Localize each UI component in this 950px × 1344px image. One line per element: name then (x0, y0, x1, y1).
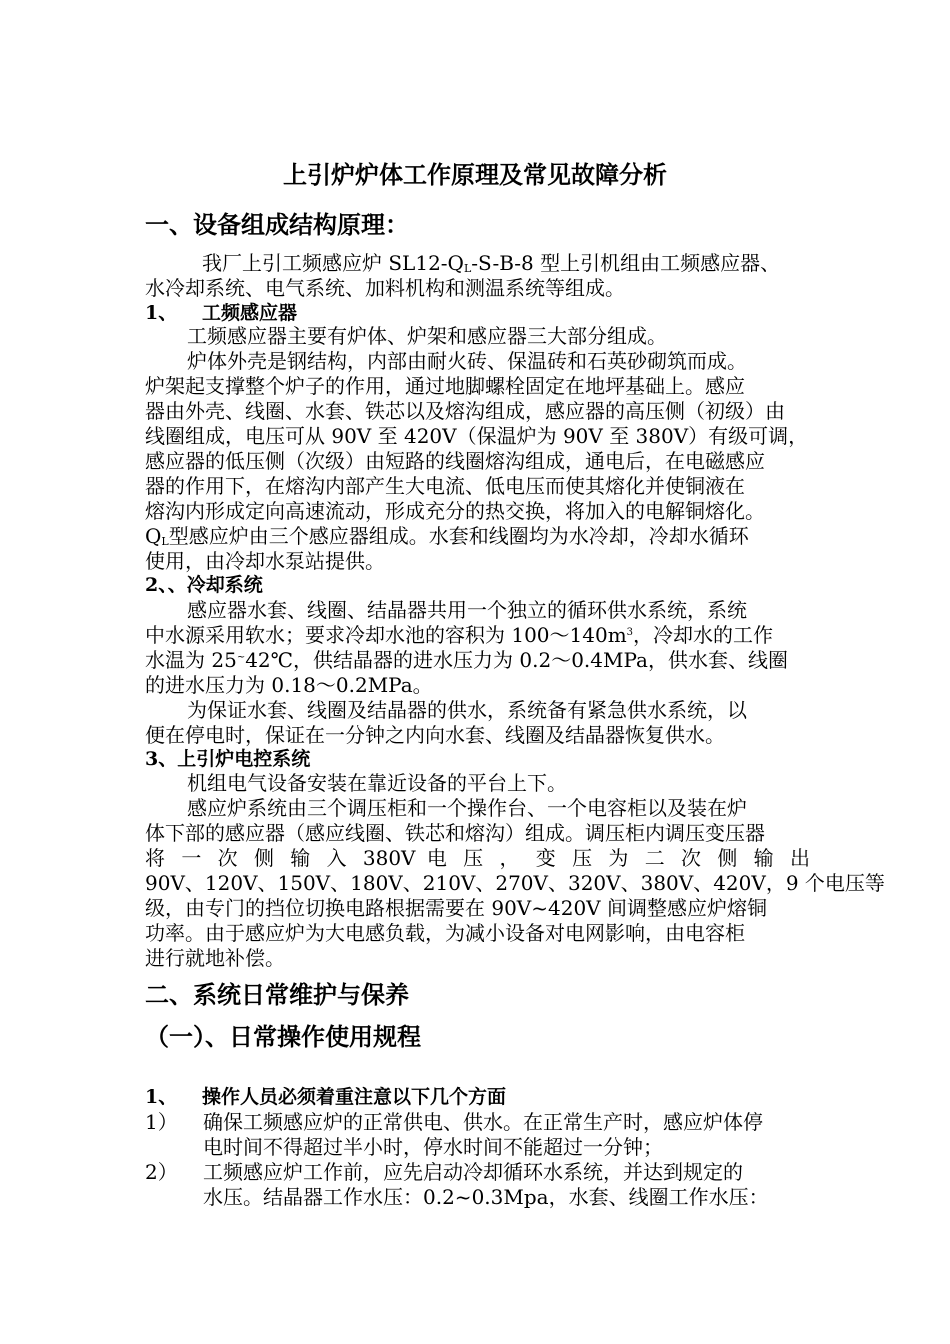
paragraph-line: 使用，由冷却水泵站提供。 (145, 549, 385, 573)
paragraph-line: 的进水压力为 0.18～0.2MPa。 (145, 673, 433, 697)
paragraph-line: 便在停电时，保证在一分钟之内向水套、线圈及结晶器恢复供水。 (145, 723, 725, 747)
paragraph-line: 器的作用下，在熔沟内部产生大电流、低电压而使其熔化并使铜液在 (145, 474, 745, 498)
intro-line-2: 水冷却系统、电气系统、加料机构和测温系统等组成。 (145, 276, 625, 300)
paragraph-line: 炉体外壳是钢结构，内部由耐火砖、保温砖和石英砂砌筑而成。 (187, 349, 747, 373)
paragraph-line: 器由外壳、线圈、水套、铁芯以及熔沟组成，感应器的高压侧（初级）由 (145, 399, 785, 423)
section-heading-1: 一、设备组成结构原理： (145, 210, 409, 239)
paragraph-line: $Q_L$型感应炉由三个感应器组成。水套和线圈均为水冷却，冷却水循环 (145, 524, 749, 548)
paragraph-line: 感应器水套、线圈、结晶器共用一个独立的循环供水系统，系统 (187, 598, 747, 622)
list-item-line: 水压。结晶器工作水压：0.2~0.3Mpa，水套、线圈工作水压： (203, 1185, 769, 1209)
paragraph-line: 机组电气设备安装在靠近设备的平台上下。 (187, 771, 567, 795)
document-title: 上引炉炉体工作原理及常见故障分析 (283, 160, 667, 189)
paragraph-line: 感应炉系统由三个调压柜和一个操作台、一个电容柜以及装在炉 (187, 796, 747, 820)
item-heading-1: 1、 操作人员必须着重注意以下几个方面 (145, 1086, 507, 1108)
list-item-line: 确保工频感应炉的正常供电、供水。在正常生产时，感应炉体停 (203, 1110, 763, 1134)
paragraph-line: 功率。由于感应炉为大电感负载，为减小设备对电网影响，由电容柜 (145, 921, 745, 945)
paragraph-line: 水温为 25~42℃，供结晶器的进水压力为 0.2～0.4MPa，供水套、线圈 (145, 648, 788, 672)
paragraph-line: 为保证水套、线圈及结晶器的供水，系统备有紧急供水系统，以 (187, 698, 747, 722)
list-item-number: 1） (145, 1110, 178, 1134)
paragraph-line: 将 一 次 侧 输 入 380V 电 压 ， 变 压 为 二 次 侧 输 出 (145, 846, 810, 870)
paragraph-line: 熔沟内形成定向高速流动，形成充分的热交换，将加入的电解铜熔化。 (145, 499, 765, 523)
list-item-number: 2） (145, 1160, 178, 1184)
subsection-heading-3: 3、上引炉电控系统 (145, 748, 311, 770)
subsection-heading-2: 2、、冷却系统 (145, 574, 263, 596)
paragraph-line: 线圈组成，电压可从 90V 至 420V（保温炉为 90V 至 380V）有级可调， (145, 424, 809, 448)
paragraph-line: 中水源采用软水；要求冷却水池的容积为 $100\sim 140m^3$，冷却水的工作 (145, 623, 774, 647)
subsection-heading-1: 1、 工频感应器 (145, 302, 298, 324)
paragraph-line: 体下部的感应器（感应线圈、铁芯和熔沟）组成。调压柜内调压变压器 (145, 821, 765, 845)
section-heading-2: 二、系统日常维护与保养 (145, 980, 409, 1009)
paragraph-line: 炉架起支撑整个炉子的作用，通过地脚螺栓固定在地坪基础上。感应 (145, 374, 745, 398)
subsection-heading-ops: （一）、日常操作使用规程 (145, 1022, 421, 1051)
list-item-line: 电时间不得超过半小时，停水时间不能超过一分钟； (203, 1135, 663, 1159)
intro-line-1: 我厂上引工频感应炉 $SL12-Q_L-S-B-8$ 型上引机组由工频感应器、 (202, 251, 781, 275)
paragraph-line: 感应器的低压侧（次级）由短路的线圈熔沟组成，通电后，在电磁感应 (145, 449, 765, 473)
list-item-line: 工频感应炉工作前，应先启动冷却循环水系统，并达到规定的 (203, 1160, 743, 1184)
paragraph-line: 级，由专门的挡位切换电路根据需要在 90V~420V 间调整感应炉熔铜 (145, 896, 767, 920)
paragraph-line: 工频感应器主要有炉体、炉架和感应器三大部分组成。 (187, 324, 667, 348)
paragraph-line: 进行就地补偿。 (145, 946, 285, 970)
paragraph-line: 90V、120V、150V、180V、210V、270V、320V、380V、420V，9 个电压等 (145, 871, 885, 895)
